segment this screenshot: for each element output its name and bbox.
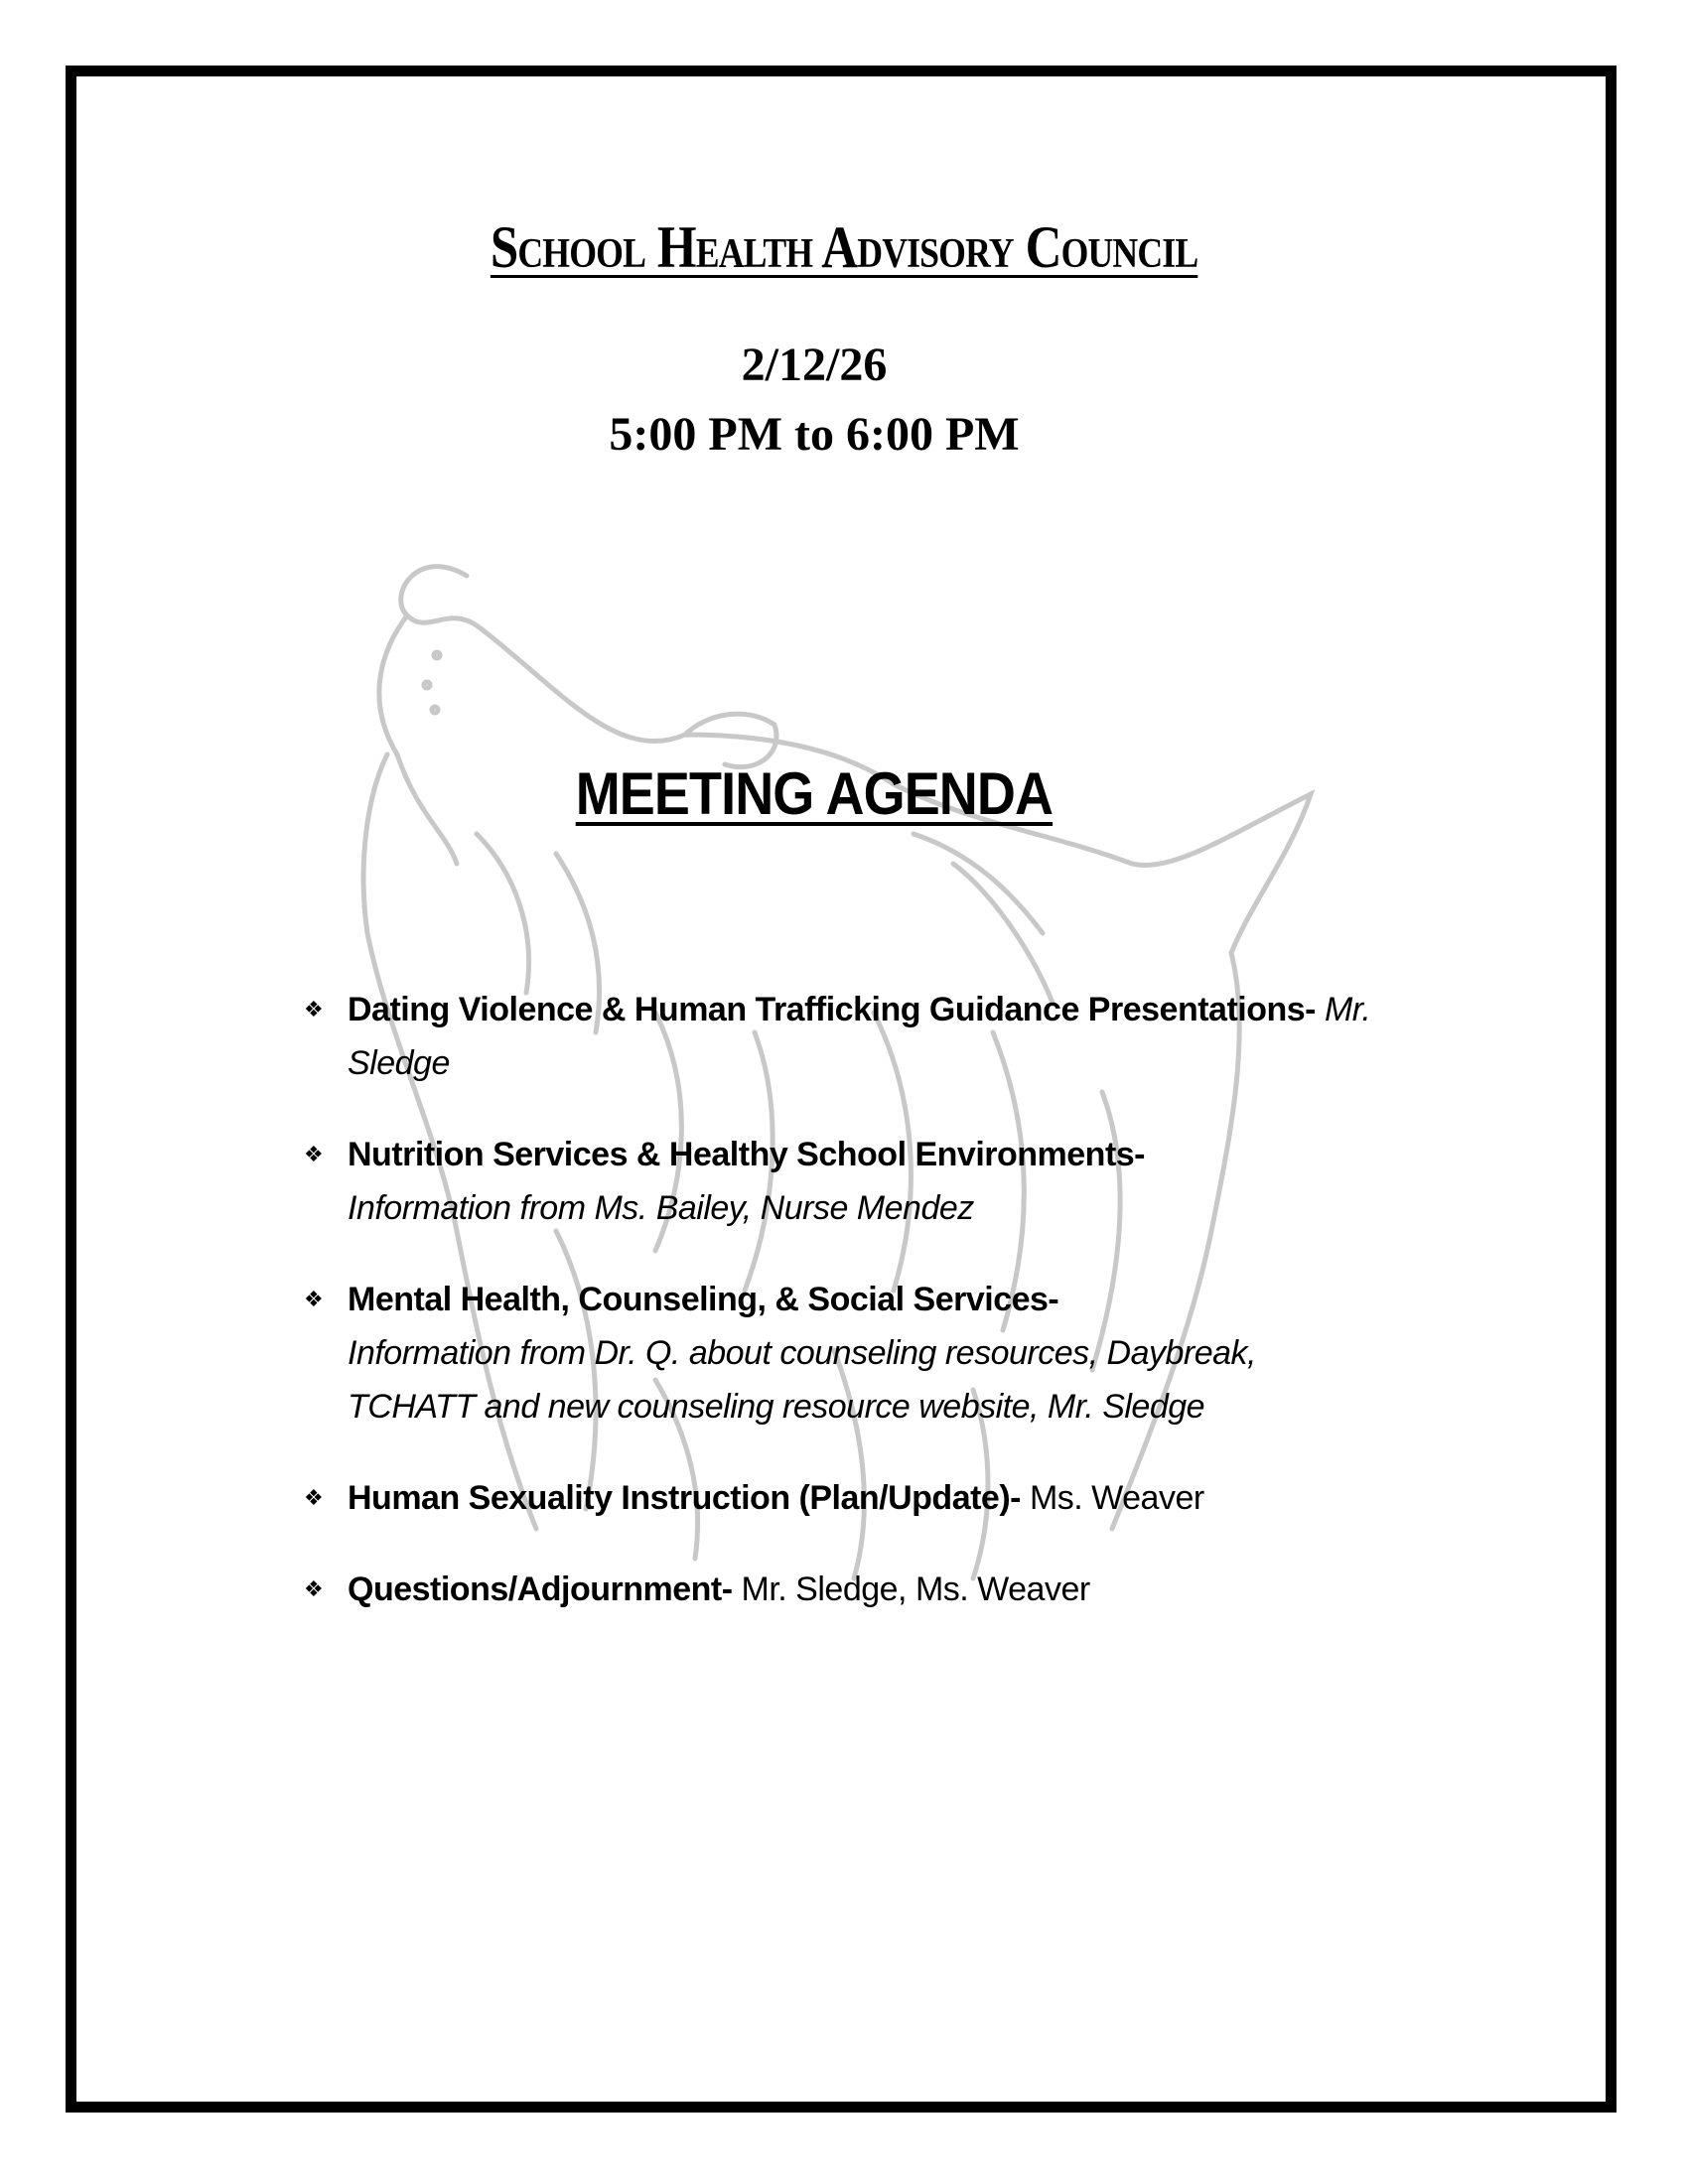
agenda-topic: Dating Violence & Human Trafficking Guidance Presentations- — [348, 991, 1316, 1028]
diamond-bullet-icon: ❖ — [304, 1485, 324, 1510]
diamond-bullet-icon: ❖ — [304, 1287, 324, 1311]
agenda-detail: Information from Ms. Bailey, Nurse Mendez — [348, 1189, 974, 1227]
meeting-time: 5:00 PM to 6:00 PM — [609, 408, 1020, 461]
agenda-detail: Ms. Weaver — [1029, 1479, 1204, 1517]
agenda-detail: Mr. Sledge, Ms. Weaver — [741, 1570, 1090, 1608]
diamond-bullet-icon: ❖ — [304, 1142, 324, 1166]
agenda-item — [298, 1273, 1440, 1433]
diamond-bullet-icon: ❖ — [304, 997, 324, 1022]
agenda-item — [298, 1471, 1440, 1525]
meeting-date: 2/12/26 — [741, 339, 888, 391]
agenda-topic: Human Sexuality Instruction (Plan/Update)- — [348, 1479, 1021, 1517]
diamond-bullet-icon: ❖ — [304, 1576, 324, 1601]
council-title — [0, 213, 1688, 282]
agenda-topic: Mental Health, Counseling, & Social Services- — [348, 1281, 1059, 1318]
council-title-text: School Health Advisory Council — [490, 214, 1198, 280]
agenda-item — [298, 1128, 1440, 1235]
agenda-item — [298, 983, 1440, 1090]
agenda-detail: Mr. Sledge — [348, 991, 1371, 1082]
agenda-topic: Questions/Adjournment- — [348, 1570, 733, 1608]
agenda-detail: Information from Dr. Q. about counseling resources, Daybreak, TCHATT and new counseling resource website, Mr. Sledge — [348, 1334, 1256, 1426]
agenda-list — [298, 983, 1440, 1654]
agenda-topic: Nutrition Services & Healthy School Environments- — [348, 1136, 1146, 1173]
agenda-item — [298, 1563, 1440, 1616]
agenda-heading — [0, 759, 1628, 828]
agenda-heading-text: MEETING AGENDA — [575, 760, 1054, 827]
